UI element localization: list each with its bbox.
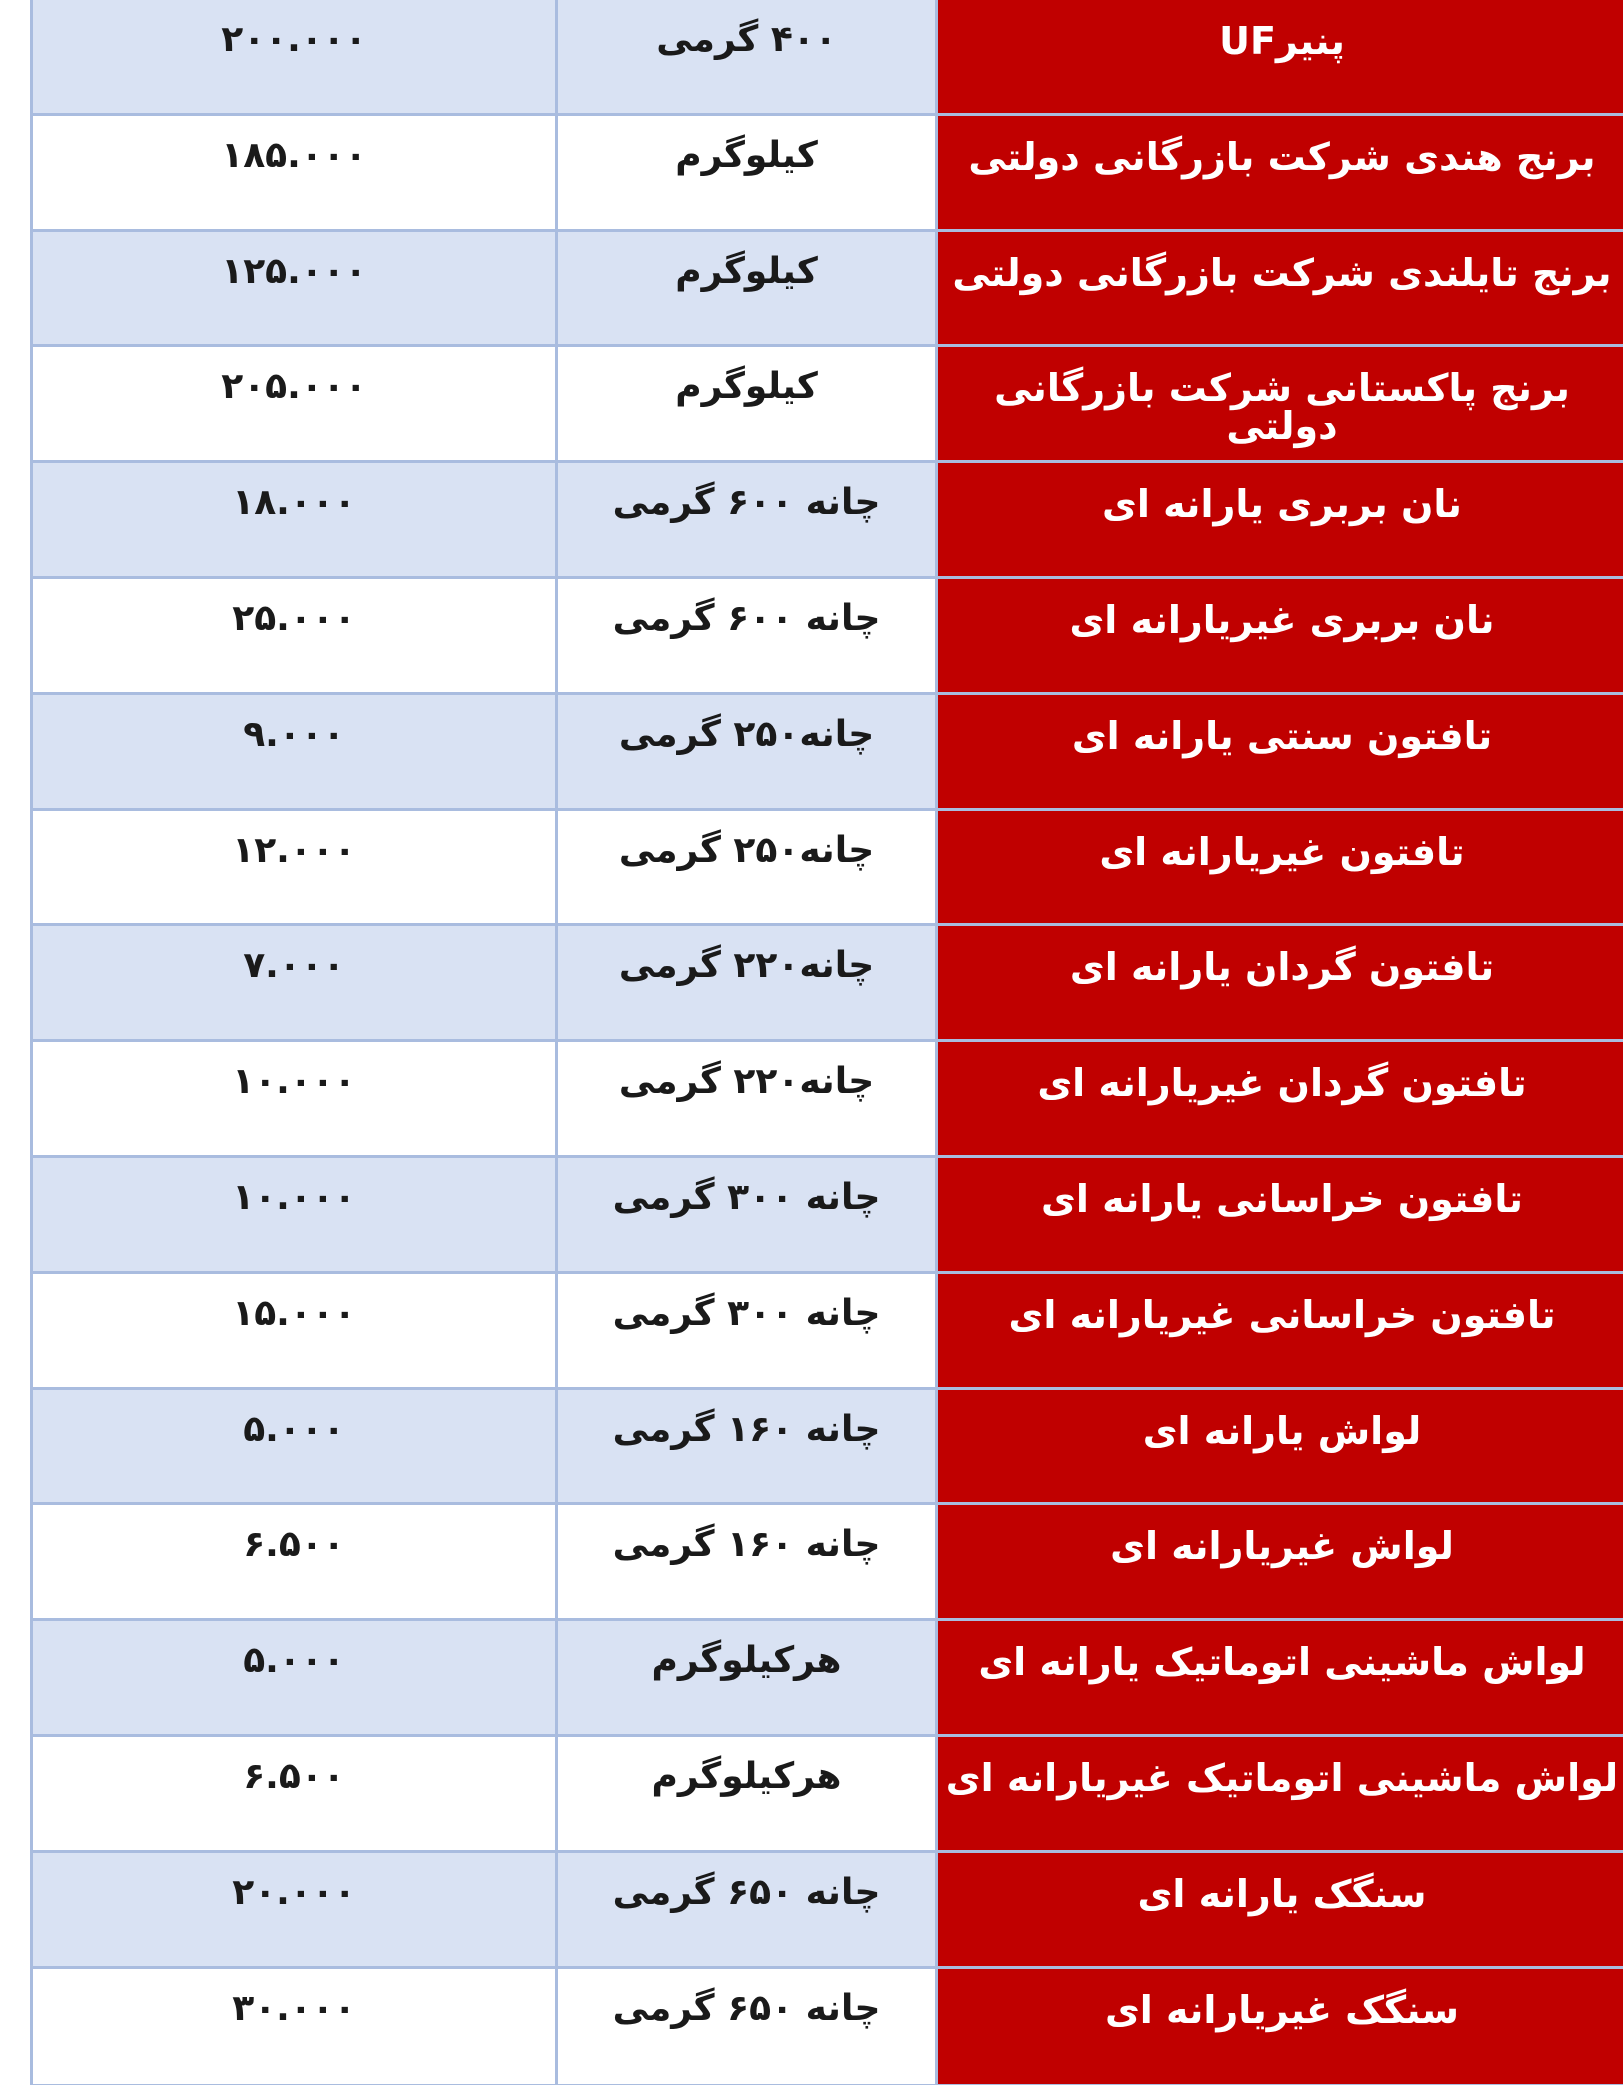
unit-cell: چانه ۶۵۰ گرمی [558,1853,938,1966]
price-cell: ۵.۰۰۰ [33,1621,558,1734]
item-name-cell: تافتون غیریارانه ای [938,811,1623,924]
price-cell: ۶.۵۰۰ [33,1505,558,1618]
table-row [33,0,1623,116]
item-name-cell: نان بربری غیریارانه ای [938,579,1623,692]
price-cell: ۳۰.۰۰۰ [33,1969,558,2085]
item-name-cell: لواش ماشینی اتوماتیک یارانه ای [938,1621,1623,1734]
table-row [33,463,1623,579]
price-cell: ۱۰.۰۰۰ [33,1042,558,1155]
price-cell: ۱۸.۰۰۰ [33,463,558,576]
unit-cell: کیلوگرم [558,232,938,345]
table-row [33,116,1623,232]
item-name-cell: پنیرUF [938,0,1623,113]
price-cell: ۷.۰۰۰ [33,926,558,1039]
price-cell: ۱۸۵.۰۰۰ [33,116,558,229]
unit-cell: کیلوگرم [558,116,938,229]
table-row [33,1969,1623,2085]
item-name-cell: لواش یارانه ای [938,1390,1623,1503]
unit-cell: چانه ۳۰۰ گرمی [558,1158,938,1271]
unit-cell: چانه۲۲۰ گرمی [558,926,938,1039]
unit-cell: چانه ۶۰۰ گرمی [558,579,938,692]
table-row [33,1853,1623,1969]
table-row [33,232,1623,348]
item-name-cell: تافتون خراسانی غیریارانه ای [938,1274,1623,1387]
table-row [33,695,1623,811]
item-name-cell: نان بربری یارانه ای [938,463,1623,576]
price-cell: ۹.۰۰۰ [33,695,558,808]
price-cell: ۲۰.۰۰۰ [33,1853,558,1966]
item-name-cell: تافتون گردان یارانه ای [938,926,1623,1039]
price-cell: ۱۰.۰۰۰ [33,1158,558,1271]
unit-cell: هرکیلوگرم [558,1737,938,1850]
table-row [33,1158,1623,1274]
item-name-cell: تافتون گردان غیریارانه ای [938,1042,1623,1155]
unit-cell: چانه۲۲۰ گرمی [558,1042,938,1155]
unit-cell: چانه ۶۵۰ گرمی [558,1969,938,2085]
unit-cell: چانه۲۵۰ گرمی [558,695,938,808]
table-row [33,1505,1623,1621]
item-name-cell: برنج هندی شرکت بازرگانی دولتی [938,116,1623,229]
table-row [33,926,1623,1042]
price-cell: ۱۲۵.۰۰۰ [33,232,558,345]
price-cell: ۲۰۰.۰۰۰ [33,0,558,113]
item-name-cell: تافتون خراسانی یارانه ای [938,1158,1623,1271]
unit-cell: چانه ۱۶۰ گرمی [558,1390,938,1503]
table-row [33,811,1623,927]
item-name-cell: لواش ماشینی اتوماتیک غیریارانه ای [938,1737,1623,1850]
item-name-cell: تافتون سنتی یارانه ای [938,695,1623,808]
item-name-cell: برنج پاکستانی شرکت بازرگانی دولتی [938,347,1623,460]
item-name-cell: برنج تایلندی شرکت بازرگانی دولتی [938,232,1623,345]
item-name-cell: لواش غیریارانه ای [938,1505,1623,1618]
item-name-cell: سنگک غیریارانه ای [938,1969,1623,2085]
table-row [33,1737,1623,1853]
unit-cell: کیلوگرم [558,347,938,460]
price-cell: ۲۵.۰۰۰ [33,579,558,692]
price-cell: ۶.۵۰۰ [33,1737,558,1850]
unit-cell: چانه ۱۶۰ گرمی [558,1505,938,1618]
table-row [33,347,1623,463]
unit-cell: ۴۰۰ گرمی [558,0,938,113]
item-name-cell: سنگک یارانه ای [938,1853,1623,1966]
table-row [33,1390,1623,1506]
price-cell: ۵.۰۰۰ [33,1390,558,1503]
unit-cell: چانه ۳۰۰ گرمی [558,1274,938,1387]
unit-cell: هرکیلوگرم [558,1621,938,1734]
price-cell: ۲۰۵.۰۰۰ [33,347,558,460]
price-table [30,0,1623,2085]
price-cell: ۱۲.۰۰۰ [33,811,558,924]
unit-cell: چانه ۶۰۰ گرمی [558,463,938,576]
price-cell: ۱۵.۰۰۰ [33,1274,558,1387]
unit-cell: چانه۲۵۰ گرمی [558,811,938,924]
table-row [33,1042,1623,1158]
table-row [33,579,1623,695]
table-row [33,1274,1623,1390]
table-row [33,1621,1623,1737]
